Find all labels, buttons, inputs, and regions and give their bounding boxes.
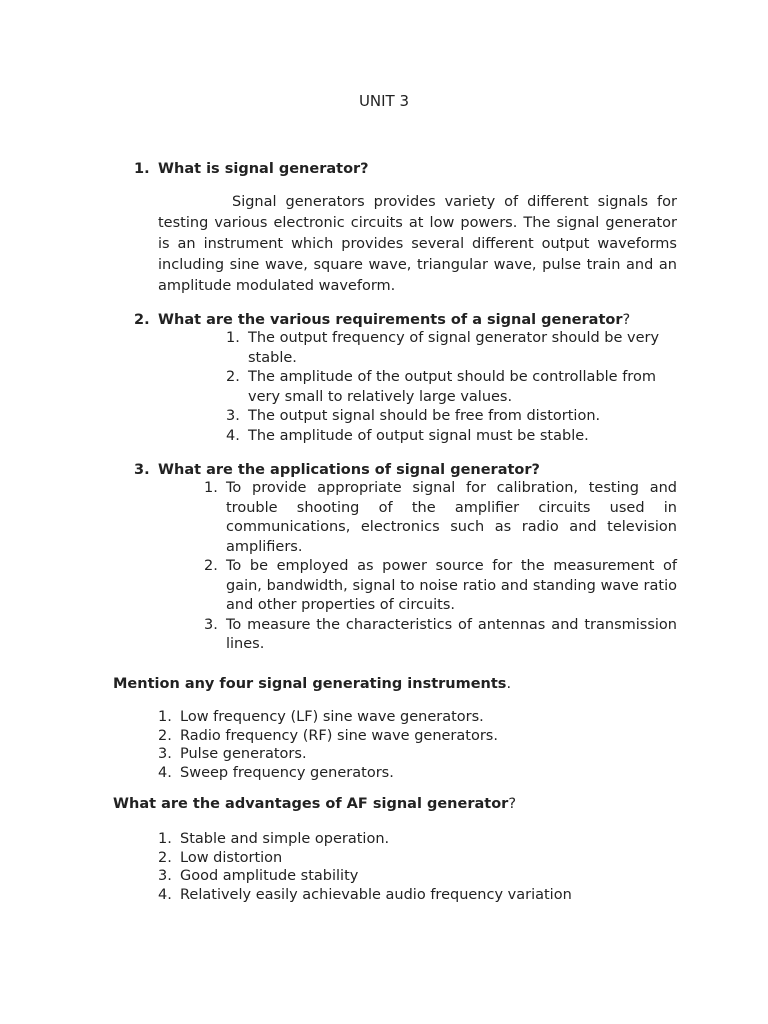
- list-item: [204, 616, 677, 655]
- item-text: Low distortion: [180, 849, 283, 866]
- list-item: [226, 427, 678, 447]
- question-number: 1.: [134, 161, 150, 177]
- question-5: [113, 796, 516, 812]
- item-text: The output signal should be free from distortion.: [248, 408, 601, 424]
- list-item: [158, 764, 660, 783]
- item-text: Sweep frequency generators.: [180, 764, 394, 781]
- item-text: The output frequency of signal generator should be very stable.: [248, 330, 660, 366]
- instruments-list: [158, 708, 660, 782]
- item-number: 3.: [204, 616, 218, 633]
- question-end: ?: [622, 312, 631, 328]
- list-item: [204, 557, 677, 616]
- list-item: [158, 745, 660, 764]
- list-item: [204, 479, 677, 557]
- advantages-list: [158, 830, 660, 904]
- requirements-list: [226, 329, 678, 446]
- item-number: 1.: [158, 831, 172, 847]
- item-text: The amplitude of the output should be controllable from very small to relatively large values.: [248, 369, 656, 405]
- question-4: [113, 676, 511, 692]
- item-text: Relatively easily achievable audio frequency variation: [180, 886, 572, 903]
- question-text: What are the advantages of AF signal generator: [113, 796, 509, 812]
- item-text: Low frequency (LF) sine wave generators.: [180, 709, 484, 725]
- item-text: To provide appropriate signal for calibration, testing and trouble shooting of the amplifier circuits used in communications, electronics such as radio and television amplifiers.: [226, 480, 677, 555]
- item-number: 3.: [226, 408, 240, 424]
- question-number: 2.: [134, 312, 150, 328]
- question-text: Mention any four signal generating instruments: [113, 676, 507, 692]
- list-item: [226, 407, 678, 427]
- answer-paragraph: [158, 192, 677, 297]
- list-item: [158, 727, 660, 746]
- item-text: To measure the characteristics of antennas and transmission lines.: [226, 616, 677, 652]
- item-text: The amplitude of output signal must be stable.: [248, 427, 589, 444]
- item-number: 2.: [204, 558, 218, 574]
- question-number: 3.: [134, 462, 150, 478]
- item-number: 2.: [158, 727, 172, 744]
- list-item: [158, 849, 660, 868]
- item-number: 4.: [226, 427, 240, 444]
- list-item: [158, 886, 660, 905]
- list-item: [158, 867, 660, 886]
- question-end: .: [506, 676, 512, 692]
- item-text: Stable and simple operation.: [180, 831, 390, 847]
- item-number: 2.: [226, 369, 240, 385]
- item-number: 1.: [204, 480, 218, 496]
- question-3: [134, 462, 540, 478]
- item-number: 3.: [158, 746, 172, 762]
- question-end: ?: [508, 796, 517, 812]
- item-text: Good amplitude stability: [180, 868, 359, 884]
- item-number: 4.: [158, 886, 172, 903]
- question-text: What are the various requirements of a signal generator: [158, 312, 623, 328]
- item-number: 4.: [158, 764, 172, 781]
- item-number: 2.: [158, 849, 172, 866]
- item-number: 1.: [158, 709, 172, 725]
- question-text: What are the applications of signal generator?: [158, 462, 540, 478]
- item-number: 1.: [226, 330, 240, 346]
- question-text: What is signal generator?: [158, 161, 369, 177]
- question-1: [134, 161, 369, 177]
- list-item: [226, 368, 678, 407]
- applications-list: [204, 479, 677, 655]
- list-item: [158, 708, 660, 727]
- question-2: [134, 312, 630, 328]
- item-number: 3.: [158, 868, 172, 884]
- page-title: UNIT 3: [358, 92, 410, 110]
- item-text: Pulse generators.: [180, 746, 307, 762]
- list-item: [226, 329, 678, 368]
- item-text: To be employed as power source for the measurement of gain, bandwidth, signal to noise ratio and standing wave ratio and other properties of circuits.: [226, 558, 677, 613]
- answer-text: Signal generators provides variety of different signals for testing various electronic circuits at low powers. The signal generator is an instrument which provides several different output waveforms including sine wave, square wave, triangular wave, pulse train and an amplitude modulated waveform.: [158, 194, 677, 294]
- list-item: [158, 830, 660, 849]
- item-text: Radio frequency (RF) sine wave generators.: [180, 727, 498, 744]
